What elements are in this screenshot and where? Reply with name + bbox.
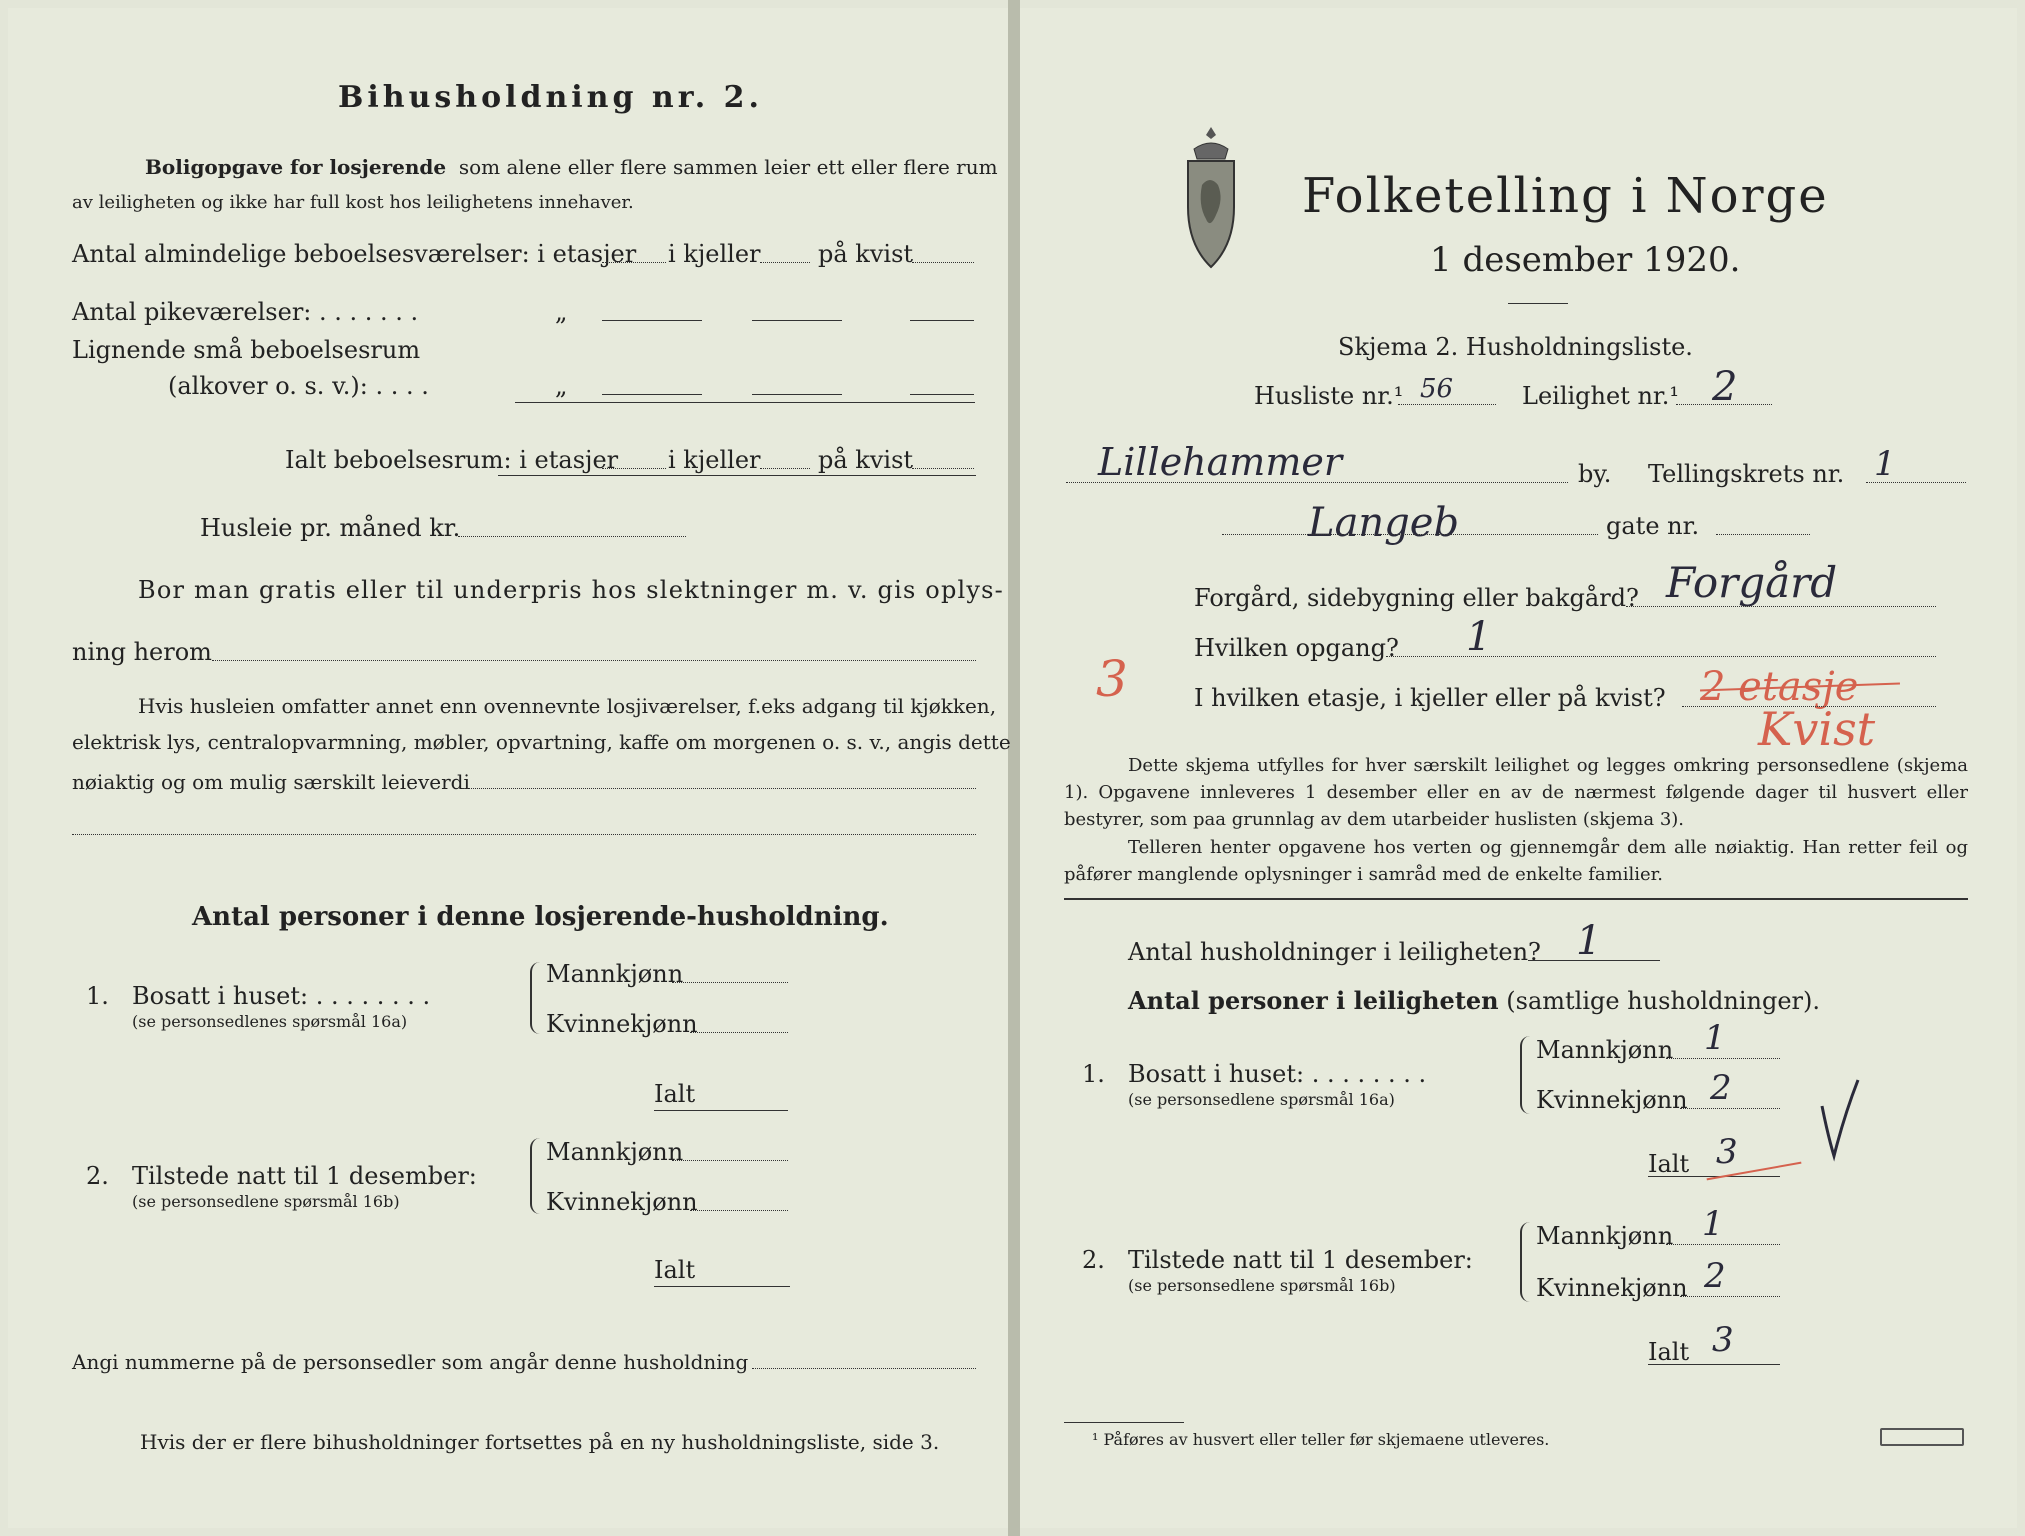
right-q1-brace bbox=[1520, 1036, 1530, 1114]
right-q2-mann-value: 1 bbox=[1702, 1204, 1724, 1244]
pike-field-1 bbox=[602, 320, 702, 321]
by-value: Lillehammer bbox=[1098, 440, 1343, 484]
right-q2-ialt-value: 3 bbox=[1712, 1320, 1734, 1360]
by-label: by. bbox=[1578, 460, 1612, 488]
left-q2-brace bbox=[530, 1138, 540, 1214]
right-q1-kvinne-field bbox=[1680, 1108, 1780, 1109]
etasje-field bbox=[1682, 706, 1936, 707]
husleie-label: Husleie pr. måned kr. bbox=[200, 514, 461, 542]
gate-value: Langeb bbox=[1308, 500, 1460, 546]
right-q1-sub: (se personsedlene spørsmål 16a) bbox=[1128, 1090, 1395, 1109]
right-q1-kvinne-value: 2 bbox=[1710, 1068, 1732, 1108]
right-antal-heading-2: (samtlige husholdninger). bbox=[1506, 987, 1821, 1015]
left-antal-heading: Antal personer i denne losjerende-husholdning. bbox=[192, 902, 889, 932]
margin-red-mark: 3 bbox=[1096, 650, 1128, 708]
pike-field-2 bbox=[752, 320, 842, 321]
footnote-rule bbox=[1064, 1422, 1184, 1423]
husliste-field bbox=[1398, 404, 1496, 405]
right-q1-mann-value: 1 bbox=[1704, 1018, 1726, 1058]
rooms-kvist-field bbox=[912, 262, 974, 263]
forgaard-label: Forgård, sidebygning eller bakgård? bbox=[1194, 584, 1639, 612]
etasje-red-note: Kvist bbox=[1758, 702, 1876, 756]
krets-value: 1 bbox=[1874, 444, 1896, 484]
left-q2-sub: (se personsedlene spørsmål 16b) bbox=[132, 1192, 400, 1211]
left-q1-ialt-field bbox=[654, 1110, 788, 1111]
right-title: Folketelling i Norge bbox=[1302, 168, 1829, 224]
hvis-field bbox=[462, 788, 976, 789]
opgang-value: 1 bbox=[1466, 614, 1492, 660]
rooms-kvist-label: på kvist bbox=[818, 240, 914, 268]
forgaard-field bbox=[1626, 606, 1936, 607]
rooms-kjeller-label: i kjeller bbox=[668, 240, 761, 268]
angi-field bbox=[752, 1368, 976, 1369]
rooms-etasjer-field bbox=[602, 262, 666, 263]
ialt-kvist-field bbox=[912, 468, 974, 469]
left-q2-mann-field bbox=[672, 1160, 788, 1161]
left-footer: Hvis der er flere bihusholdninger fortsettes på en ny husholdningsliste, side 3. bbox=[140, 1430, 940, 1454]
hush-label: Antal husholdninger i leiligheten? bbox=[1128, 938, 1541, 966]
skjema-label: Skjema 2. Husholdningsliste. bbox=[1338, 333, 1693, 361]
right-q2-kvinne-field bbox=[1680, 1296, 1780, 1297]
hush-value: 1 bbox=[1576, 918, 1602, 964]
lignende-field-2 bbox=[752, 394, 842, 395]
left-q2-kvinne-label: Kvinnekjønn bbox=[546, 1188, 698, 1216]
intro-rest: som alene eller flere sammen leier ett eller flere rum bbox=[458, 155, 998, 179]
ialt-kjeller-label: i kjeller bbox=[668, 446, 761, 474]
pike-label: Antal pikeværelser: . . . . . . . bbox=[72, 298, 419, 326]
opgang-field bbox=[1386, 656, 1936, 657]
right-date: 1 desember 1920. bbox=[1430, 240, 1741, 280]
krets-field bbox=[1866, 482, 1966, 483]
left-q2-ialt-field bbox=[654, 1286, 790, 1287]
lignende-sum-line bbox=[515, 402, 975, 403]
right-q1-mann-field bbox=[1666, 1058, 1780, 1059]
right-q1-ialt-value: 3 bbox=[1716, 1132, 1738, 1172]
left-q1-kvinne-field bbox=[690, 1032, 788, 1033]
husliste-value: 56 bbox=[1420, 374, 1454, 404]
left-q1-sub: (se personsedlenes spørsmål 16a) bbox=[132, 1012, 408, 1031]
gate-label: gate nr. bbox=[1606, 512, 1700, 540]
intro-line-1 bbox=[145, 155, 998, 179]
left-q2-mann-label: Mannkjønn bbox=[546, 1138, 684, 1166]
lignende-ditto: „ bbox=[555, 372, 568, 400]
checkmark-icon bbox=[1818, 1076, 1862, 1162]
right-q1-kvinne-label: Kvinnekjønn bbox=[1536, 1086, 1688, 1114]
left-q2-num: 2. bbox=[86, 1162, 109, 1190]
left-q1-kvinne-label: Kvinnekjønn bbox=[546, 1010, 698, 1038]
lignende-label-2: (alkover o. s. v.): . . . . bbox=[168, 372, 429, 400]
left-q1-num: 1. bbox=[86, 982, 109, 1010]
lignende-field-1 bbox=[602, 394, 702, 395]
ialt-etasjer-field bbox=[602, 468, 666, 469]
right-q2-ialt-label: Ialt bbox=[1648, 1338, 1690, 1366]
bor-line-1: Bor man gratis eller til underpris hos slektninger m. v. gis oplys- bbox=[138, 576, 1004, 604]
pike-ditto: „ bbox=[555, 298, 568, 326]
bor-field bbox=[212, 660, 976, 661]
leilighet-field bbox=[1676, 404, 1772, 405]
left-q2-label: Tilstede natt til 1 desember: bbox=[132, 1162, 477, 1190]
hvis-line-3: nøiaktig og om mulig særskilt leieverdi bbox=[72, 770, 470, 794]
bor-line-2: ning herom bbox=[72, 638, 212, 666]
left-q1-mann-label: Mannkjønn bbox=[546, 960, 684, 988]
ialt-kjeller-field bbox=[760, 468, 810, 469]
right-q2-brace bbox=[1520, 1222, 1530, 1302]
hvis-line-2: elektrisk lys, centralopvarmning, møbler, opvartning, kaffe om morgenen o. s. v., angis dette bbox=[72, 730, 1011, 754]
right-q1-num: 1. bbox=[1082, 1060, 1105, 1088]
intro-bold: Boligopgave for losjerende bbox=[145, 155, 447, 179]
right-q2-mann-field bbox=[1666, 1244, 1780, 1245]
right-q1-mann-label: Mannkjønn bbox=[1536, 1036, 1674, 1064]
hvis-line-1: Hvis husleien omfatter annet enn ovennevnte losjiværelser, f.eks adgang til kjøkken, bbox=[138, 694, 997, 718]
left-q1-label: Bosatt i huset: . . . . . . . . bbox=[132, 982, 431, 1010]
info-paragraph-1: Dette skjema utfylles for hver særskilt leilighet og legges omkring personsedlene (skjema 1). Opgavene innleveres 1 desember eller en av de nærmest følgende dager til husvert eller bestyrer, som paa grunnlag av dem utarbeider huslisten (skjema 3). bbox=[1064, 755, 1968, 830]
right-q2-kvinne-value: 2 bbox=[1704, 1256, 1726, 1296]
ialt-kvist-label: på kvist bbox=[818, 446, 914, 474]
husliste-label: Husliste nr.¹ bbox=[1254, 382, 1404, 410]
info-paragraph-2: Telleren henter opgavene hos verten og gjennemgår dem alle nøiaktig. Han retter feil og påfører manglende oplysninger i samråd med de enkelte familier. bbox=[1064, 837, 1968, 885]
gate-nr-field bbox=[1716, 534, 1810, 535]
pike-field-3 bbox=[910, 320, 974, 321]
footnote: ¹ Påføres av husvert eller teller før skjemaene utleveres. bbox=[1092, 1430, 1550, 1449]
left-q1-ialt-label: Ialt bbox=[654, 1080, 696, 1108]
page-fold bbox=[1008, 0, 1020, 1536]
lignende-label-1: Lignende små beboelsesrum bbox=[72, 336, 421, 364]
gate-field bbox=[1222, 534, 1598, 535]
right-q2-label: Tilstede natt til 1 desember: bbox=[1128, 1246, 1473, 1274]
right-q2-sub: (se personsedlene spørsmål 16b) bbox=[1128, 1276, 1396, 1295]
etasje-label: I hvilken etasje, i kjeller eller på kvist? bbox=[1194, 684, 1666, 712]
left-q1-mann-field bbox=[672, 982, 788, 983]
right-antal-heading-row bbox=[1128, 986, 1820, 1015]
rooms-kjeller-field bbox=[760, 262, 810, 263]
norway-coat-of-arms-icon bbox=[1180, 125, 1242, 275]
krets-label: Tellingskrets nr. bbox=[1648, 460, 1845, 488]
right-q2-num: 2. bbox=[1082, 1246, 1105, 1274]
lignende-field-3 bbox=[910, 394, 974, 395]
right-q2-ialt-field bbox=[1648, 1364, 1780, 1365]
right-q2-mann-label: Mannkjønn bbox=[1536, 1222, 1674, 1250]
right-antal-heading: Antal personer i leiligheten bbox=[1128, 986, 1499, 1015]
printer-stamp bbox=[1880, 1428, 1964, 1446]
hush-field bbox=[1528, 960, 1660, 961]
intro-line-2: av leiligheten og ikke har full kost hos leilighetens innehaver. bbox=[72, 192, 634, 213]
left-q2-ialt-label: Ialt bbox=[654, 1256, 696, 1284]
husleie-field bbox=[458, 536, 686, 537]
by-field bbox=[1066, 482, 1568, 483]
info-rule bbox=[1064, 898, 1968, 900]
hvis-field-2 bbox=[72, 834, 976, 835]
forgaard-value: Forgård bbox=[1666, 558, 1838, 607]
right-q1-ialt-label: Ialt bbox=[1648, 1150, 1690, 1178]
leilighet-value: 2 bbox=[1712, 364, 1738, 410]
right-q2-kvinne-label: Kvinnekjønn bbox=[1536, 1274, 1688, 1302]
ialt-rooms-label: Ialt beboelsesrum: i etasjer bbox=[285, 446, 619, 474]
left-q2-kvinne-field bbox=[690, 1210, 788, 1211]
rooms-label: Antal almindelige beboelsesværelser: i etasjer bbox=[72, 240, 637, 268]
angi-label: Angi nummerne på de personsedler som angår denne husholdning bbox=[72, 1350, 749, 1374]
title-rule bbox=[1508, 303, 1568, 304]
right-q1-label: Bosatt i huset: . . . . . . . . bbox=[1128, 1060, 1427, 1088]
left-page bbox=[8, 8, 1008, 1528]
etasje-value: 2 etasje bbox=[1700, 664, 1859, 710]
left-title: Bihusholdning nr. 2. bbox=[338, 80, 763, 115]
left-q1-brace bbox=[530, 962, 540, 1034]
leilighet-label: Leilighet nr.¹ bbox=[1522, 382, 1680, 410]
ialt-underline bbox=[498, 475, 976, 476]
opgang-label: Hvilken opgang? bbox=[1194, 634, 1399, 662]
